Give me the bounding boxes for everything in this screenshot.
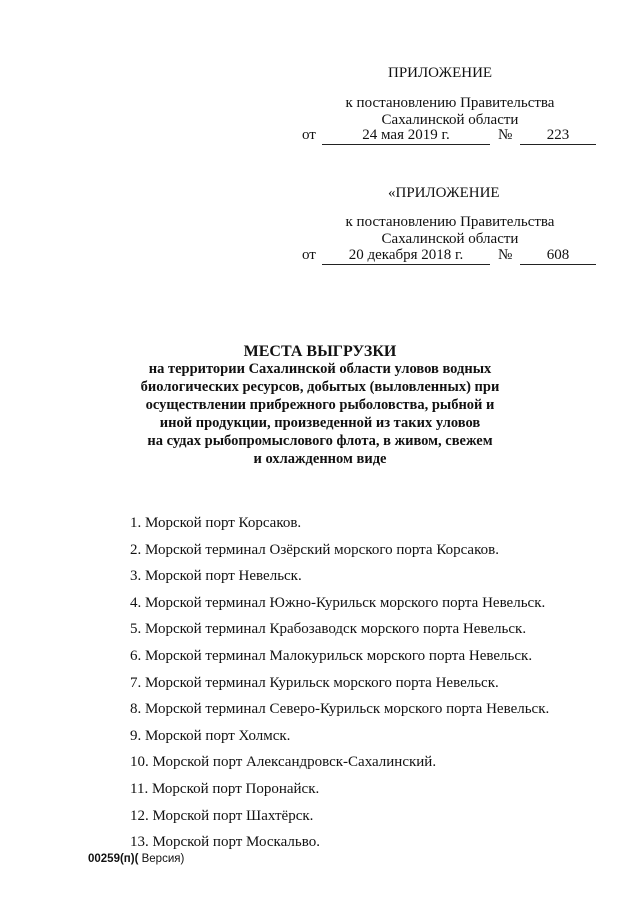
list-item: 3. Морской порт Невельск.: [130, 568, 302, 585]
appendix1-date: 24 мая 2019 г.: [322, 126, 490, 145]
appendix2-number-label: №: [498, 247, 513, 263]
list-item: 7. Морской терминал Курильск морского порта Невельск.: [130, 674, 499, 691]
list-item: 2. Морской терминал Озёрский морского порта Корсаков.: [130, 541, 499, 558]
list-item: 10. Морской порт Александровск-Сахалинский.: [130, 754, 437, 771]
appendix1-title: ПРИЛОЖЕНИЕ: [388, 65, 493, 81]
footer-version: Версия): [138, 853, 185, 865]
list-item: 8. Морской терминал Северо-Курильск морского порта Невельск.: [130, 701, 550, 718]
list-item: 11. Морской порт Поронайск.: [130, 780, 320, 797]
document-title: МЕСТА ВЫГРУЗКИ: [243, 343, 397, 360]
unloading-places-list: [130, 513, 549, 859]
subtitle-line: иной продукции, произведенной из таких уловов: [159, 415, 481, 431]
list-item: 13. Морской порт Москальво.: [130, 834, 320, 851]
appendix2-number: 608: [520, 246, 596, 265]
appendix1-number-label: №: [498, 127, 513, 143]
subtitle-line: осуществлении прибрежного рыболовства, рыбной и: [145, 397, 495, 413]
appendix2-region-line: Сахалинской области: [381, 231, 519, 247]
footer-code: 00259(п)(: [88, 853, 139, 865]
appendix2-title: «ПРИЛОЖЕНИЕ: [388, 185, 500, 201]
appendix2-date: 20 декабря 2018 г.: [322, 246, 490, 265]
list-item: 1. Морской порт Корсаков.: [130, 515, 302, 531]
appendix2-from-label: от: [302, 247, 316, 263]
subtitle-line: биологических ресурсов, добытых (выловленных) при: [140, 379, 500, 395]
list-item: 5. Морской терминал Крабозаводск морского порта Невельск.: [130, 621, 527, 638]
subtitle-line: и охлажденном виде: [253, 451, 387, 467]
list-item: 4. Морской терминал Южно-Курильск морского порта Невельск.: [130, 594, 546, 611]
appendix1-number: 223: [520, 126, 596, 145]
document-footer: [88, 853, 184, 865]
appendix2-decree-line: к постановлению Правительства: [345, 214, 555, 230]
list-item: 6. Морской терминал Малокурильск морского порта Невельск.: [130, 647, 533, 664]
subtitle-line: на судах рыбопромыслового флота, в живом, свежем: [147, 433, 493, 449]
subtitle-line: на территории Сахалинской области уловов водных: [148, 361, 492, 377]
appendix1-from-label: от: [302, 127, 316, 143]
appendix1-region-line: Сахалинской области: [381, 112, 519, 128]
appendix1-decree-line: к постановлению Правительства: [345, 95, 555, 111]
list-item: 12. Морской порт Шахтёрск.: [130, 807, 314, 824]
list-item: 9. Морской порт Холмск.: [130, 727, 291, 744]
